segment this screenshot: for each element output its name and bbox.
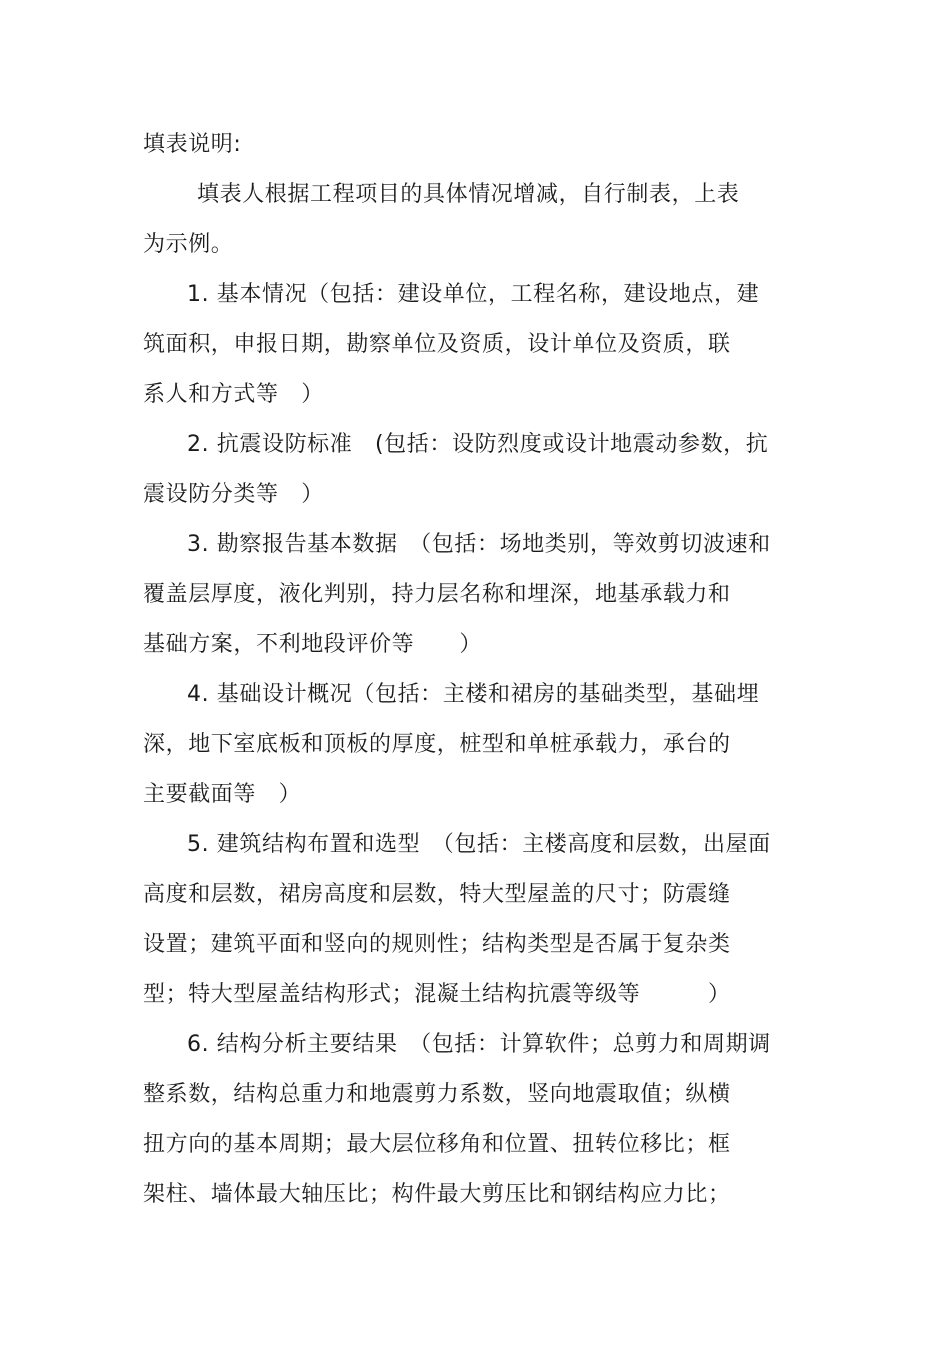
- item-2-line: 2. 抗震设防标准 (包括：设防烈度或设计地震动参数，抗: [187, 432, 769, 457]
- item-6-line: 6. 结构分析主要结果 （包括：计算软件；总剪力和周期调: [187, 1032, 771, 1057]
- item-2-line: 震设防分类等 ）: [143, 482, 324, 507]
- intro-line: 填表人根据工程项目的具体情况增减，自行制表，上表: [197, 182, 740, 207]
- item-6-line: 整系数，结构总重力和地震剪力系数，竖向地震取值；纵横: [143, 1082, 731, 1107]
- item-5-line: 型；特大型屋盖结构形式；混凝土结构抗震等级等 ）: [143, 982, 731, 1007]
- item-4-line: 深，地下室底板和顶板的厚度，桩型和单桩承载力，承台的: [143, 732, 731, 757]
- instructions-heading: 填表说明:: [143, 132, 242, 157]
- item-1-line: 系人和方式等 ）: [143, 382, 324, 407]
- item-4-line: 主要截面等 ）: [143, 782, 302, 807]
- item-3-line: 基础方案，不利地段评价等 ）: [143, 632, 483, 657]
- item-3-line: 覆盖层厚度，液化判别，持力层名称和埋深，地基承载力和: [143, 582, 731, 607]
- intro-line: 为示例。: [143, 232, 234, 257]
- item-4-line: 4. 基础设计概况（包括：主楼和裙房的基础类型，基础埋: [187, 682, 760, 707]
- item-1-line: 筑面积，申报日期，勘察单位及资质，设计单位及资质，联: [143, 332, 731, 357]
- item-3-line: 3. 勘察报告基本数据 （包括：场地类别，等效剪切波速和: [187, 532, 771, 557]
- item-5-line: 设置；建筑平面和竖向的规则性；结构类型是否属于复杂类: [143, 932, 731, 957]
- item-5-line: 5. 建筑结构布置和选型 （包括：主楼高度和层数，出屋面: [187, 832, 771, 857]
- item-6-line: 扭方向的基本周期；最大层位移角和位置、扭转位移比；框: [143, 1132, 731, 1157]
- item-6-line: 架柱、墙体最大轴压比；构件最大剪压比和钢结构应力比；: [143, 1182, 731, 1207]
- item-5-line: 高度和层数，裙房高度和层数，特大型屋盖的尺寸；防震缝: [143, 882, 731, 907]
- item-1-line: 1. 基本情况（包括：建设单位，工程名称，建设地点，建: [187, 282, 760, 307]
